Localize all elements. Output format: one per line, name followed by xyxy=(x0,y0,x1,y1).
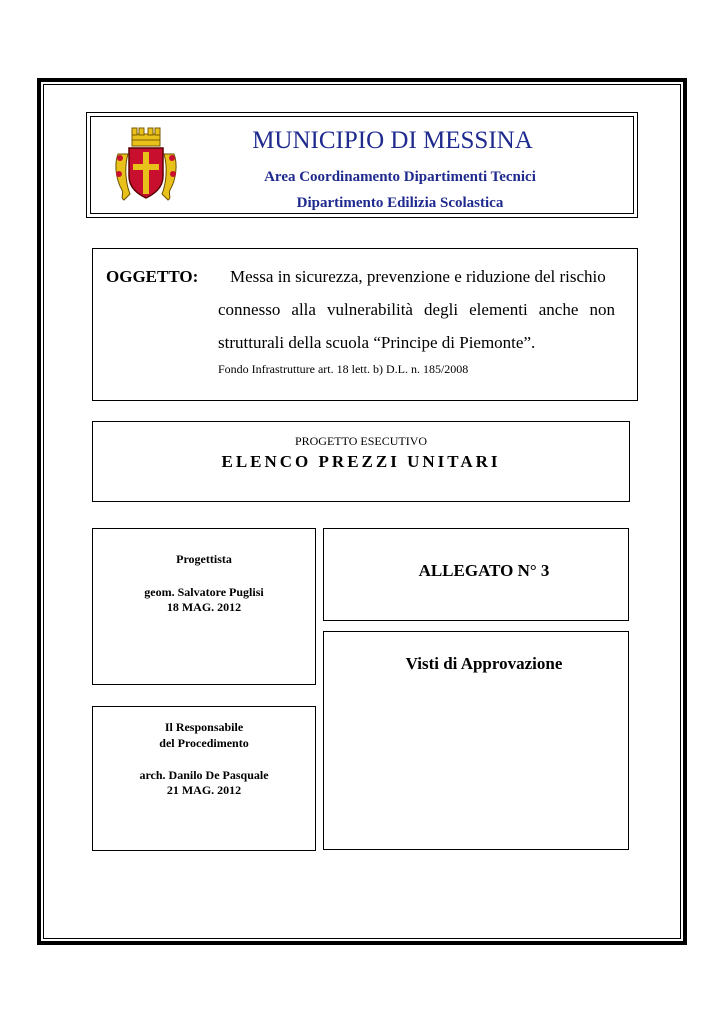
progettista-name: geom. Salvatore Puglisi xyxy=(144,585,264,599)
responsabile-date: 21 MAG. 2012 xyxy=(166,783,242,797)
project-type: PROGETTO ESECUTIVO xyxy=(294,434,428,448)
progettista-title: Progettista xyxy=(176,552,232,566)
progettista-date: 18 MAG. 2012 xyxy=(166,600,242,614)
municipality-title: MUNICIPIO DI MESSINA xyxy=(252,127,533,154)
responsabile-name: arch. Danilo De Pasquale xyxy=(139,768,269,782)
responsabile-title-line1: Il Responsabile xyxy=(164,720,244,734)
oggetto-text-line2: connesso alla vulnerabilità degli elementi anche non xyxy=(218,300,615,319)
coat-of-arms-icon xyxy=(112,124,180,204)
funding-note: Fondo Infrastrutture art. 18 lett. b) D.L. n. 185/2008 xyxy=(218,362,469,376)
visti-label: Visti di Approvazione xyxy=(405,654,563,673)
responsabile-title-line2: del Procedimento xyxy=(159,736,249,750)
oggetto-text-line3: strutturali della scuola “Principe di Piemonte”. xyxy=(218,333,536,352)
oggetto-label: OGGETTO: xyxy=(106,267,199,286)
document-title: ELENCO PREZZI UNITARI xyxy=(221,452,501,471)
area-subtitle: Area Coordinamento Dipartimenti Tecnici xyxy=(264,169,536,185)
allegato-label: ALLEGATO N° 3 xyxy=(418,561,550,580)
oggetto-text-line1: Messa in sicurezza, prevenzione e riduzione del rischio xyxy=(230,267,606,286)
department-subtitle: Dipartimento Edilizia Scolastica xyxy=(296,195,504,211)
